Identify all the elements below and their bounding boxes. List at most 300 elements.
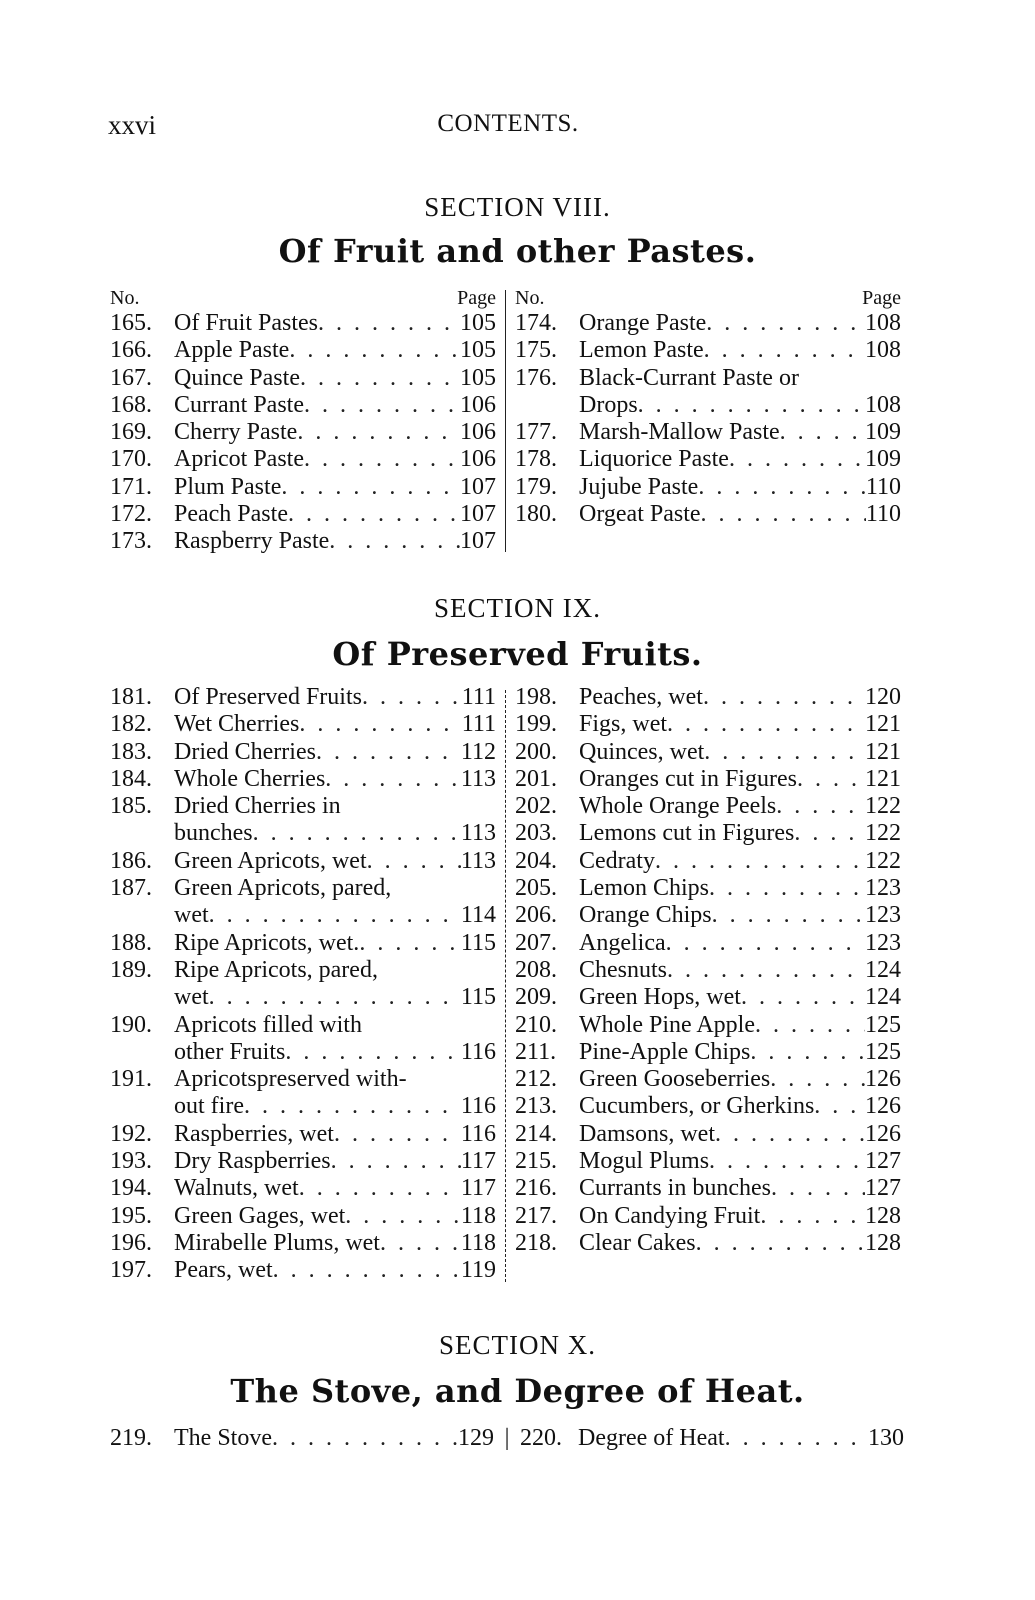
entry-title: Figs, wet	[579, 711, 668, 738]
leader-dots	[359, 930, 461, 957]
leader-dots	[709, 875, 865, 902]
entry-title: Lemons cut in Figures	[579, 820, 795, 847]
column-divider	[505, 690, 506, 1282]
entry-title: Clear Cakes	[579, 1229, 696, 1256]
toc-entry	[515, 793, 901, 820]
leader-dots	[780, 419, 865, 446]
entry-page: 114	[460, 902, 496, 929]
column-header	[110, 286, 496, 310]
entry-page: 106	[460, 446, 496, 473]
toc-entry	[515, 419, 901, 446]
entry-title: Mogul Plums	[579, 1148, 710, 1175]
entry-number: 182.	[110, 711, 152, 738]
entry-page: 113	[460, 847, 496, 874]
entry-number: 192.	[110, 1120, 152, 1147]
entry-number: 176.	[515, 364, 557, 391]
entry-number: 170.	[110, 446, 152, 473]
column-header	[515, 286, 901, 310]
entry-number: 186.	[110, 847, 152, 874]
leader-dots	[300, 365, 460, 392]
entry-number: 213.	[515, 1093, 557, 1120]
no-header: No.	[110, 287, 140, 309]
entry-title: Degree of Heat	[578, 1425, 725, 1451]
leader-dots	[712, 902, 865, 929]
entry-number: 189.	[110, 956, 152, 983]
toc-column-left	[110, 684, 496, 1285]
entry-title: Mirabelle Plums, wet	[174, 1229, 380, 1256]
entry-number: 201.	[515, 765, 557, 792]
leader-dots	[253, 820, 461, 847]
entry-title: Raspberry Paste	[174, 528, 330, 555]
entry-list	[515, 310, 901, 528]
entry-number: 171.	[110, 473, 152, 500]
entry-number: 220.	[520, 1425, 562, 1451]
entry-page: 107	[460, 473, 496, 500]
toc-entry	[515, 365, 901, 392]
toc-column-right	[515, 286, 901, 528]
toc-entry	[515, 1203, 901, 1230]
entry-title: Apricot Paste	[174, 446, 304, 473]
leader-dots	[334, 1121, 461, 1148]
entry-page: 108	[865, 337, 901, 364]
leader-dots	[380, 1230, 461, 1257]
toc-entry	[110, 337, 496, 364]
entry-number: 199.	[515, 711, 557, 738]
entry-page: 122	[865, 847, 901, 874]
entry-page: 115	[460, 984, 496, 1011]
entry-page: 118	[460, 1202, 496, 1229]
entry-number: 184.	[110, 765, 152, 792]
no-header: No.	[515, 287, 545, 309]
toc-entry	[515, 1121, 901, 1148]
running-title: CONTENTS.	[437, 110, 579, 137]
entry-page: 105	[460, 310, 496, 336]
entry-page: 122	[865, 820, 901, 847]
entry-number: 214.	[515, 1120, 557, 1147]
leader-dots	[701, 501, 866, 528]
section-title: The Stove, and Degree of Heat.	[230, 1372, 805, 1410]
leader-dots	[331, 1148, 461, 1175]
toc-entry	[515, 474, 901, 501]
entry-number: 188.	[110, 929, 152, 956]
toc-entry	[515, 739, 901, 766]
entry-page: 116	[460, 1093, 496, 1120]
entry-number: 207.	[515, 929, 557, 956]
entry-title: Damsons, wet	[579, 1120, 715, 1147]
entry-number: 209.	[515, 984, 557, 1011]
leader-dots	[329, 528, 460, 555]
entry-page: 122	[865, 793, 901, 820]
page-header-label: Page	[457, 287, 496, 309]
toc-entry	[110, 446, 496, 473]
toc-entry	[515, 1039, 901, 1066]
entry-title: Marsh-Mallow Paste	[579, 419, 780, 446]
entry-page: 111	[461, 711, 496, 738]
entry-number: 218.	[515, 1229, 557, 1256]
entry-number: 215.	[515, 1148, 557, 1175]
entry-title: The Stove	[174, 1425, 272, 1451]
entry-page: 121	[865, 711, 901, 738]
entry-title: Ripe Apricots, wet.	[174, 929, 360, 956]
leader-dots	[704, 337, 865, 364]
toc-entry	[515, 501, 901, 528]
entry-title: Raspberries, wet	[174, 1120, 334, 1147]
toc-column-left	[110, 286, 496, 556]
toc-entry	[110, 875, 496, 902]
page-header-label: Page	[862, 287, 901, 309]
entry-page: 107	[460, 528, 496, 555]
entry-page: 110	[865, 473, 901, 500]
entry-title: Pine-Apple Chips	[579, 1038, 751, 1065]
entry-number: 212.	[515, 1066, 557, 1093]
entry-title: Whole Pine Apple	[579, 1011, 755, 1038]
entry-page: 128	[865, 1229, 901, 1256]
toc-entry	[110, 820, 496, 847]
entry-number: 211.	[515, 1038, 557, 1065]
entry-title: Cucumbers, or Gherkins	[579, 1093, 815, 1120]
entry-number: 166.	[110, 337, 152, 364]
entry-number: 177.	[515, 419, 557, 446]
toc-entry	[515, 1175, 901, 1202]
entry-number: 198.	[515, 684, 557, 710]
entry-number: 172.	[110, 501, 152, 528]
toc-entry	[515, 337, 901, 364]
section-title: Of Fruit and other Pastes.	[278, 232, 757, 270]
entry-page: 111	[461, 684, 496, 710]
entry-page: 108	[865, 310, 901, 336]
entry-number: 187.	[110, 875, 152, 902]
leader-dots	[667, 957, 865, 984]
toc-row	[110, 1425, 905, 1452]
leader-dots	[760, 1203, 865, 1230]
entry-number: 197.	[110, 1257, 152, 1284]
toc-entry	[515, 766, 901, 793]
toc-entry	[110, 1148, 496, 1175]
entry-title: Of Fruit Pastes	[174, 310, 318, 336]
entry-number: 165.	[110, 310, 152, 336]
toc-entry	[110, 739, 496, 766]
entry-page: 108	[865, 391, 901, 418]
leader-dots	[715, 1121, 865, 1148]
entry-number: 196.	[110, 1229, 152, 1256]
entry-title: Green Gages, wet	[174, 1202, 346, 1229]
entry-title: Jujube Paste	[579, 473, 699, 500]
toc-entry	[515, 1066, 901, 1093]
leader-dots	[316, 739, 461, 766]
entry-title: Angelica	[579, 929, 666, 956]
toc-entry	[515, 1148, 901, 1175]
entry-number: 190.	[110, 1011, 152, 1038]
entry-page: 128	[865, 1202, 901, 1229]
entry-title: Currants in bunches	[579, 1175, 771, 1202]
toc-entry	[110, 902, 496, 929]
entry-title: Dried Cherries	[174, 738, 316, 765]
toc-entry	[515, 310, 901, 337]
entry-number: 173.	[110, 528, 152, 555]
leader-dots	[345, 1203, 461, 1230]
entry-page: 124	[865, 984, 901, 1011]
leader-dots	[666, 930, 865, 957]
entry-page: 106	[460, 419, 496, 446]
entry-page: 130	[868, 1425, 904, 1451]
leader-dots	[285, 1039, 461, 1066]
entry-number: 205.	[515, 875, 557, 902]
toc-entry	[515, 875, 901, 902]
entry-number: 181.	[110, 684, 152, 710]
toc-entry	[110, 984, 496, 1011]
column-divider	[505, 290, 506, 552]
toc-entry	[515, 1012, 901, 1039]
entry-page: 106	[460, 391, 496, 418]
toc-entry	[515, 711, 901, 738]
entry-page: 123	[865, 875, 901, 902]
entry-number: 174.	[515, 310, 557, 336]
leader-dots	[318, 310, 460, 337]
toc-entry	[110, 501, 496, 528]
entry-number: 194.	[110, 1175, 152, 1202]
toc-entry	[110, 711, 496, 738]
entry-title: Whole Cherries	[174, 765, 326, 792]
leader-dots	[299, 1175, 461, 1202]
entry-page: 105	[460, 364, 496, 391]
leader-dots	[272, 1425, 458, 1452]
entry-page: 105	[460, 337, 496, 364]
entry-page: 119	[460, 1257, 496, 1284]
page-header	[108, 110, 908, 146]
toc-entry	[110, 684, 496, 711]
entry-title: Liquorice Paste	[579, 446, 729, 473]
toc-entry	[110, 766, 496, 793]
entry-page: 124	[865, 956, 901, 983]
toc-entry	[515, 984, 901, 1011]
entry-number: 185.	[110, 793, 152, 820]
toc-entry	[110, 365, 496, 392]
entry-title: Walnuts, wet	[174, 1175, 299, 1202]
toc-entry	[515, 848, 901, 875]
entry-number: 183.	[110, 738, 152, 765]
entry-title: Quinces, wet	[579, 738, 705, 765]
entry-page: 113	[460, 820, 496, 847]
section-label: SECTION VIII.	[424, 192, 611, 222]
leader-dots	[771, 1175, 865, 1202]
entry-page: 126	[865, 1120, 901, 1147]
entry-page: 116	[460, 1120, 496, 1147]
entry-title: Pears, wet	[174, 1257, 273, 1284]
toc-entry	[515, 820, 901, 847]
entry-page: 127	[865, 1175, 901, 1202]
leader-dots	[696, 1230, 865, 1257]
toc-entry	[110, 419, 496, 446]
entry-number: 206.	[515, 902, 557, 929]
entry-title: Ripe Apricots, pared,	[174, 956, 378, 983]
toc-entry	[515, 1093, 901, 1120]
entry-number: 203.	[515, 820, 557, 847]
section-title: Of Preserved Fruits.	[332, 635, 703, 673]
entry-number: 193.	[110, 1148, 152, 1175]
entry-page: 117	[460, 1175, 496, 1202]
leader-dots	[209, 984, 461, 1011]
toc-entry	[110, 1203, 496, 1230]
toc-entry	[110, 1121, 496, 1148]
entry-title: Green Apricots, wet	[174, 847, 367, 874]
leader-dots	[729, 446, 865, 473]
leader-dots	[770, 1066, 865, 1093]
entry-page: 120	[865, 684, 901, 710]
entry-title: Drops	[579, 391, 638, 418]
entry-title: Peach Paste	[174, 501, 288, 528]
entry-title: Cherry Paste	[174, 419, 298, 446]
entry-title: Dry Raspberries	[174, 1148, 331, 1175]
entry-title: bunches	[174, 820, 253, 847]
toc-entry	[515, 902, 901, 929]
toc-entry	[110, 1425, 494, 1452]
entry-number: 168.	[110, 391, 152, 418]
leader-dots	[281, 474, 460, 501]
entry-title: Black-Currant Paste or	[579, 364, 799, 391]
leader-dots	[655, 848, 865, 875]
leader-dots	[741, 984, 865, 1011]
toc-entry	[110, 1039, 496, 1066]
entry-page: 110	[865, 501, 901, 528]
entry-number: 202.	[515, 793, 557, 820]
entry-page: 129	[458, 1425, 494, 1451]
entry-page: 121	[865, 738, 901, 765]
leader-dots	[304, 392, 460, 419]
column-divider: |	[504, 1425, 510, 1451]
entry-number: 200.	[515, 738, 557, 765]
leader-dots	[299, 711, 461, 738]
entry-number: 167.	[110, 364, 152, 391]
entry-title: Apple Paste	[174, 337, 290, 364]
entry-page: 107	[460, 501, 496, 528]
leader-dots	[709, 1148, 865, 1175]
entry-page: 126	[865, 1093, 901, 1120]
leader-dots	[750, 1039, 865, 1066]
entry-page: 126	[865, 1066, 901, 1093]
entry-title: out fire	[174, 1093, 244, 1120]
leader-dots	[304, 446, 460, 473]
leader-dots	[794, 820, 865, 847]
entry-title: On Candying Fruit	[579, 1202, 761, 1229]
toc-column-right	[515, 684, 901, 1257]
leader-dots	[297, 419, 460, 446]
entry-page: 127	[865, 1148, 901, 1175]
entry-title: Lemon Paste	[579, 337, 704, 364]
leader-dots	[725, 1425, 868, 1452]
toc-entry	[110, 1230, 496, 1257]
toc-entry	[110, 1066, 496, 1093]
entry-page: 109	[865, 446, 901, 473]
entry-title: Apricotspreserved with-	[174, 1066, 407, 1093]
toc-entry	[110, 793, 496, 820]
leader-dots	[797, 766, 865, 793]
entry-page: 123	[865, 929, 901, 956]
entry-number: 204.	[515, 847, 557, 874]
toc-entry	[110, 310, 496, 337]
entry-title: Apricots filled with	[174, 1011, 362, 1038]
entry-title: Dried Cherries in	[174, 793, 341, 820]
entry-page: 117	[460, 1148, 496, 1175]
entry-number: 210.	[515, 1011, 557, 1038]
leader-dots	[288, 501, 460, 528]
entry-title: Of Preserved Fruits	[174, 684, 362, 710]
leader-dots	[814, 1093, 865, 1120]
toc-entry	[110, 957, 496, 984]
entry-number: 169.	[110, 419, 152, 446]
entry-page: 113	[460, 765, 496, 792]
toc-entry	[110, 474, 496, 501]
toc-entry	[110, 848, 496, 875]
entry-title: Green Hops, wet	[579, 984, 741, 1011]
entry-title: Whole Orange Peels	[579, 793, 777, 820]
leader-dots	[667, 711, 865, 738]
leader-dots	[209, 902, 461, 929]
entry-title: wet	[174, 902, 209, 929]
entry-title: Green Apricots, pared,	[174, 875, 392, 902]
entry-title: Plum Paste	[174, 473, 282, 500]
entry-number: 216.	[515, 1175, 557, 1202]
toc-entry	[110, 1175, 496, 1202]
entry-title: wet	[174, 984, 209, 1011]
entry-title: Orange Paste	[579, 310, 707, 336]
entry-number: 219.	[110, 1425, 152, 1451]
toc-entry	[515, 392, 901, 419]
toc-entry	[110, 1093, 496, 1120]
leader-dots	[755, 1012, 865, 1039]
entry-list	[110, 310, 496, 556]
leader-dots	[244, 1093, 461, 1120]
toc-entry	[110, 392, 496, 419]
toc-entry	[110, 930, 496, 957]
toc-entry	[110, 528, 496, 555]
toc-entry	[515, 957, 901, 984]
entry-title: Lemon Chips	[579, 875, 709, 902]
entry-page: 109	[865, 419, 901, 446]
entry-page: 112	[460, 738, 496, 765]
entry-title: Green Gooseberries	[579, 1066, 771, 1093]
entry-number: 179.	[515, 473, 557, 500]
entry-title: Wet Cherries	[174, 711, 300, 738]
leader-dots	[638, 392, 865, 419]
entry-title: Orgeat Paste	[579, 501, 701, 528]
entry-title: Quince Paste	[174, 364, 300, 391]
entry-number: 217.	[515, 1202, 557, 1229]
entry-number: 208.	[515, 956, 557, 983]
toc-entry	[515, 1230, 901, 1257]
entry-number: 191.	[110, 1066, 152, 1093]
entry-number: 178.	[515, 446, 557, 473]
entry-list	[110, 684, 496, 1285]
leader-dots	[273, 1257, 461, 1284]
toc-entry	[515, 446, 901, 473]
entry-page: 115	[460, 929, 496, 956]
entry-page: 116	[460, 1038, 496, 1065]
entry-title: Cedraty	[579, 847, 655, 874]
leader-dots	[706, 310, 865, 337]
entry-title: Currant Paste	[174, 391, 304, 418]
entry-list	[515, 684, 901, 1257]
leader-dots	[698, 474, 866, 501]
toc-entry	[110, 1257, 496, 1284]
entry-title: Oranges cut in Figures	[579, 765, 797, 792]
entry-page: 118	[460, 1229, 496, 1256]
section-label: SECTION IX.	[434, 593, 601, 623]
section-label: SECTION X.	[439, 1330, 596, 1360]
toc-entry	[520, 1425, 904, 1452]
toc-entry	[110, 1012, 496, 1039]
entry-page: 125	[865, 1038, 901, 1065]
leader-dots	[289, 337, 460, 364]
